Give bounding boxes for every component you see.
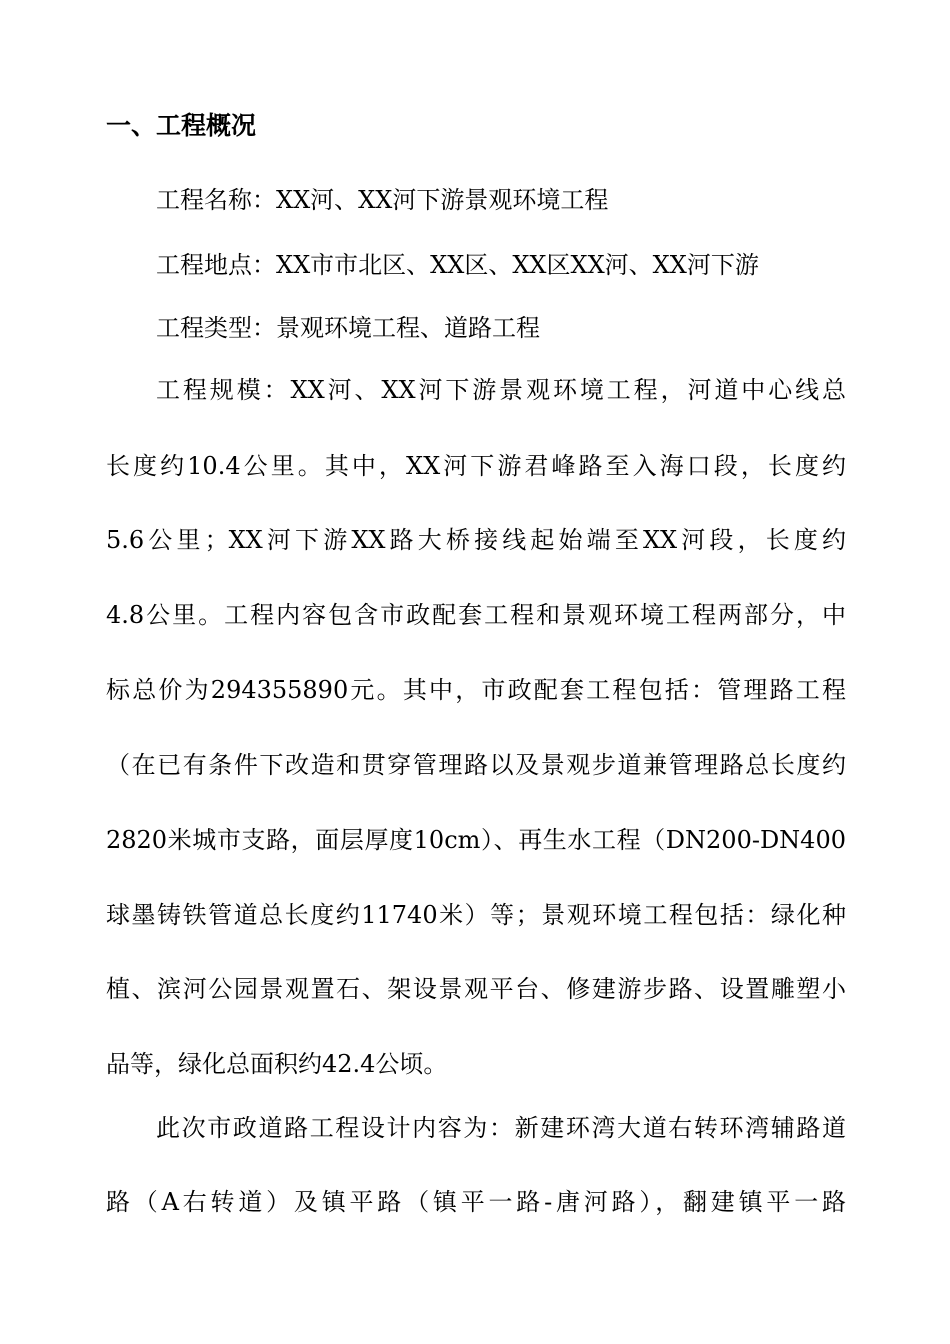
paragraph-line: 2820米城市支路，面层厚度10cm）、再生水工程（DN200-DN400 [106,826,846,854]
paragraph-line: 标总价为294355890元。其中，市政配套工程包括：管理路工程 [106,676,846,704]
paragraph-line: 长度约10.4公里。其中，XX河下游君峰路至入海口段，长度约 [106,452,846,480]
paragraph-line: 植、滨河公园景观置石、架设景观平台、修建游步路、设置雕塑小 [106,975,846,1003]
paragraph-line: 品等，绿化总面积约42.4公顷。 [106,1050,448,1078]
paragraph-line: 路（A右转道）及镇平路（镇平一路-唐河路），翻建镇平一路 [106,1188,846,1216]
paragraph-line: 4.8公里。工程内容包含市政配套工程和景观环境工程两部分，中 [106,601,846,629]
paragraph-line: 5.6公里；XX河下游XX路大桥接线起始端至XX河段，长度约 [106,526,846,554]
project-location-line: 工程地点：XX市市北区、XX区、XX区XX河、XX河下游 [156,251,759,279]
project-scale-line: 工程规模：XX河、XX河下游景观环境工程，河道中心线总 [156,376,846,404]
paragraph-line: （在已有条件下改造和贯穿管理路以及景观步道兼管理路总长度约 [106,751,846,779]
paragraph-line: 球墨铸铁管道总长度约11740米）等；景观环境工程包括：绿化种 [106,901,846,929]
section-heading: 一、工程概况 [106,111,257,140]
project-type-line: 工程类型：景观环境工程、道路工程 [156,314,540,342]
project-name-line: 工程名称：XX河、XX河下游景观环境工程 [156,186,609,214]
design-content-line: 此次市政道路工程设计内容为：新建环湾大道右转环湾辅路道 [156,1114,846,1142]
